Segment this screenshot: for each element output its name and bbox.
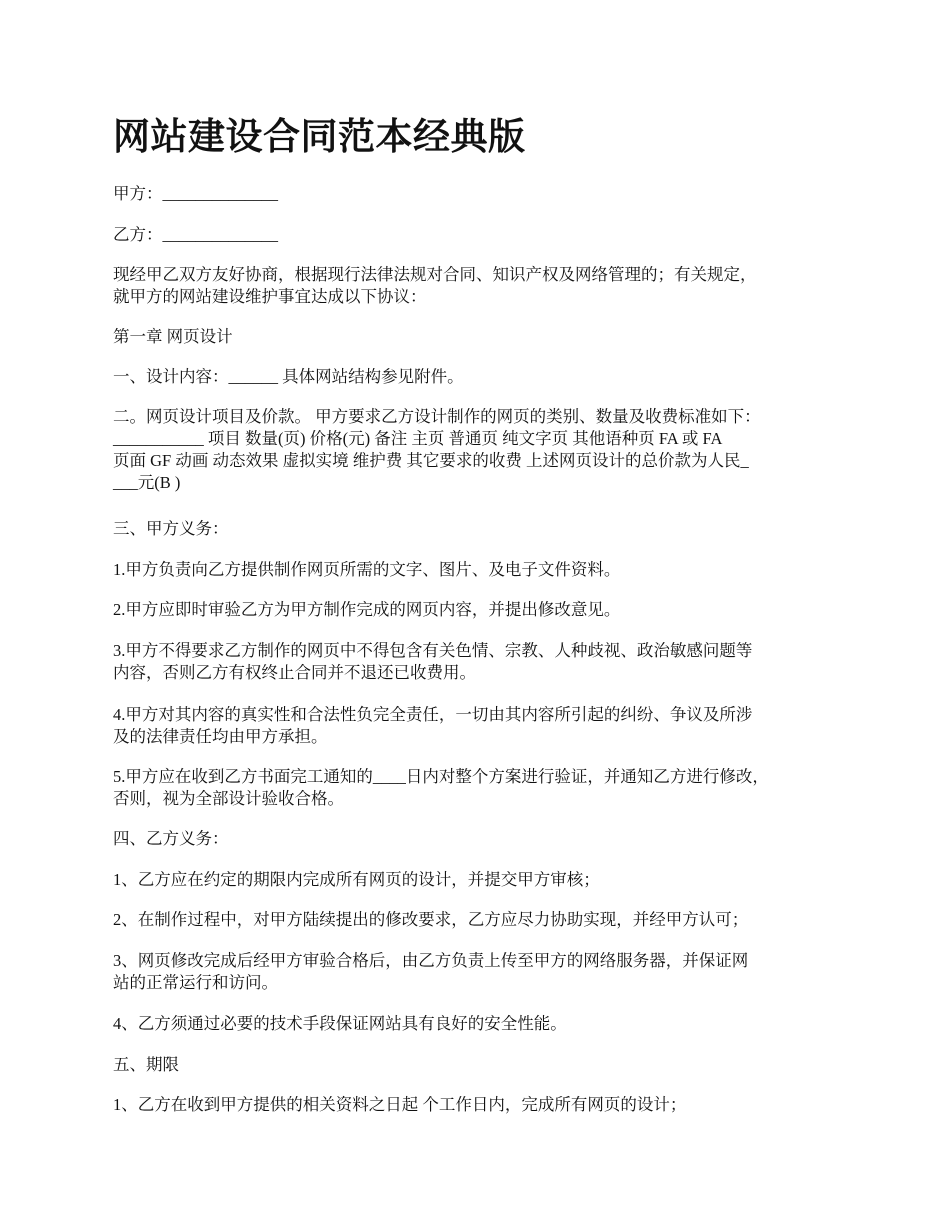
paragraph-a-duty-3 [113, 640, 843, 684]
paragraph-a-duty-1 [113, 559, 843, 581]
text-line: ___________ 项目 数量(页) 价格(元) 备注 主页 普通页 纯文字页 其他语种页 FA 或 FA [113, 429, 723, 448]
paragraph-design-items [113, 406, 843, 494]
text-line: 1、乙方应在约定的期限内完成所有网页的设计，并提交甲方审核； [113, 870, 600, 889]
paragraph-a-duty-2 [113, 599, 843, 621]
text-line: 一、设计内容：______ 具体网站结构参见附件。 [113, 367, 464, 386]
document-title: 网站建设合同范本经典版 [113, 115, 526, 158]
text-line: 4.甲方对其内容的真实性和合法性负完全责任，一切由其内容所引起的纠纷、争议及所涉 [113, 705, 753, 724]
text-line: 2.甲方应即时审验乙方为甲方制作完成的网页内容，并提出修改意见。 [113, 600, 621, 619]
text-line: 甲方：______________ [113, 184, 278, 203]
text-line: 及的法律责任均由甲方承担。 [113, 727, 328, 746]
chapter-heading [113, 326, 843, 348]
paragraph-a-duty-5 [113, 766, 843, 810]
text-line: 五、期限 [113, 1055, 179, 1074]
text-line: 3、网页修改完成后经甲方审验合格后，由乙方负责上传至甲方的网络服务器，并保证网 [113, 951, 749, 970]
text-line: 四、乙方义务： [113, 829, 229, 848]
text-line: 二。网页设计项目及价款。 甲方要求乙方设计制作的网页的类别、数量及收费标准如下： [113, 407, 761, 426]
section-heading-party-b-duties [113, 828, 843, 850]
text-line: 2、在制作过程中，对甲方陆续提出的修改要求，乙方应尽力协助实现，并经甲方认可； [113, 910, 749, 929]
section-heading-term [113, 1054, 843, 1076]
paragraph-preamble [113, 264, 843, 308]
text-line: 1、乙方在收到甲方提供的相关资料之日起 个工作日内，完成所有网页的设计； [113, 1095, 687, 1114]
paragraph-b-duty-4 [113, 1013, 843, 1035]
text-line: 4、乙方须通过必要的技术手段保证网站具有良好的安全性能。 [113, 1014, 567, 1033]
paragraph-b-duty-2 [113, 909, 843, 931]
text-line: 1.甲方负责向乙方提供制作网页所需的文字、图片、及电子文件资料。 [113, 560, 621, 579]
text-line: 内容，否则乙方有权终止合同并不退还已收费用。 [113, 663, 476, 682]
text-line: 三、甲方义务： [113, 519, 229, 538]
paragraph-term-1 [113, 1094, 843, 1116]
paragraph-b-duty-3 [113, 950, 843, 994]
text-line: 5.甲方应在收到乙方书面完工通知的____日内对整个方案进行验证，并通知乙方进行修改， [113, 767, 769, 786]
paragraph-b-duty-1 [113, 869, 843, 891]
text-line: 站的正常运行和访问。 [113, 973, 278, 992]
section-heading-party-a-duties [113, 518, 843, 540]
paragraph-party-a [113, 183, 843, 205]
text-line: 否则，视为全部设计验收合格。 [113, 789, 344, 808]
text-line: 乙方：______________ [113, 225, 278, 244]
text-line: 现经甲乙双方友好协商，根据现行法律法规对合同、知识产权及网络管理的；有关规定， [113, 265, 757, 284]
paragraph-design-content [113, 366, 843, 388]
text-line: 页面 GF 动画 动态效果 虚拟实境 维护费 其它要求的收费 上述网页设计的总价款为人民_ [113, 451, 749, 470]
text-line: 就甲方的网站建设维护事宜达成以下协议： [113, 287, 427, 306]
text-line: 3.甲方不得要求乙方制作的网页中不得包含有关色情、宗教、人种歧视、政治敏感问题等 [113, 641, 753, 660]
paragraph-party-b [113, 224, 843, 246]
text-line: 第一章 网页设计 [113, 327, 233, 346]
text-line: ___元(B ) [113, 473, 181, 492]
paragraph-a-duty-4 [113, 704, 843, 748]
